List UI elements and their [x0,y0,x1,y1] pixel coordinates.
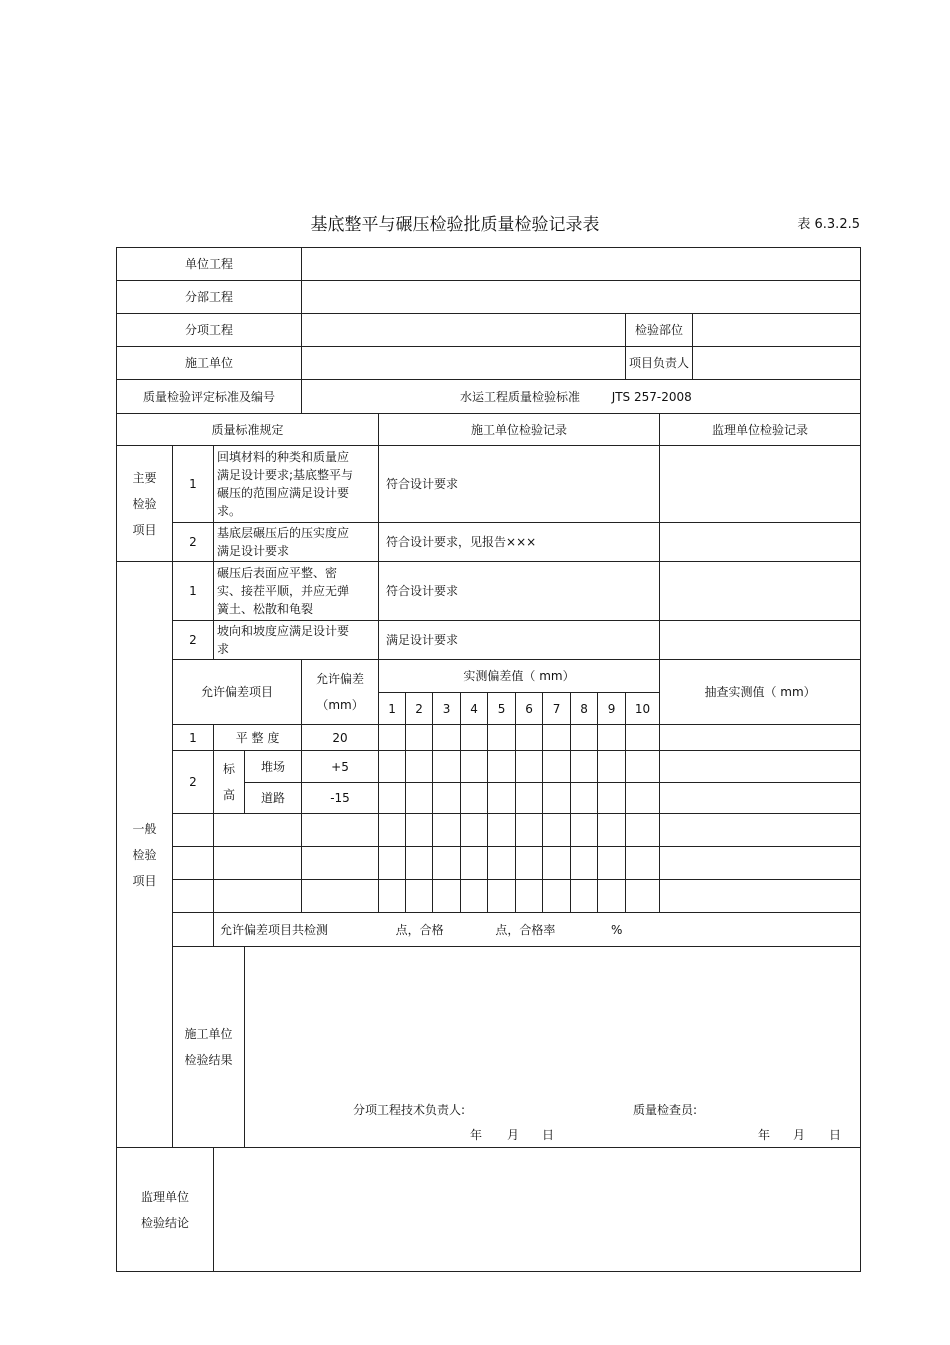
measure-cell[interactable] [516,880,543,913]
measure-cell[interactable] [543,814,571,847]
measure-cell[interactable] [598,783,626,814]
measure-cell[interactable] [543,880,571,913]
supervision-conclusion-label [117,1148,214,1272]
measure-cell[interactable] [598,814,626,847]
standard-name: 水运工程质量检验标准 [460,389,581,404]
main-items-label: 主要 检验 项目 [117,446,173,562]
measure-cell[interactable] [516,725,543,751]
measure-cell[interactable] [488,847,516,880]
main-item-record[interactable]: 符合设计要求，见报告××× [379,523,660,562]
sample-cell[interactable] [660,783,861,814]
deviation-summary [214,913,861,947]
empty-allow-cell[interactable] [302,814,379,847]
item-project-value[interactable] [302,314,626,347]
unit-project-label: 单位工程 [117,248,302,281]
empty-item-cell[interactable] [214,880,302,913]
inspect-part-label: 检验部位 [626,314,693,347]
measured-deviation-header: 实测偏差值（ mm） [379,660,660,693]
measure-cell[interactable] [406,847,433,880]
supervision-conclusion-label-2: 检验结论 [140,1215,189,1230]
standard-label: 质量检验评定标准及编号 [117,380,302,414]
measure-cell[interactable] [379,725,406,751]
measure-cell[interactable] [626,880,660,913]
page-title: 基底整平与碾压检验批质量检验记录表 [310,215,600,235]
elevation-no: 2 [173,751,214,814]
sample-cell[interactable] [660,880,861,913]
measure-cell[interactable] [379,751,406,783]
general-items-label: 一般 检验 项目 [117,562,173,1148]
item-project-label: 分项工程 [117,314,302,347]
construction-result-area[interactable] [245,947,861,1148]
measure-cell[interactable] [379,783,406,814]
empty-no-cell[interactable] [173,880,214,913]
empty-allow-cell[interactable] [302,880,379,913]
measure-cell[interactable] [571,725,598,751]
measure-cell[interactable] [488,751,516,783]
road-label: 道路 [245,783,302,814]
measure-cell[interactable] [406,751,433,783]
measure-cell[interactable] [516,814,543,847]
main-item-no: 2 [173,523,214,562]
measure-cell[interactable] [461,880,488,913]
measure-cell[interactable] [433,725,461,751]
measure-col-7: 7 [543,693,571,725]
measure-cell[interactable] [543,847,571,880]
measure-cell[interactable] [433,847,461,880]
measure-cell[interactable] [543,725,571,751]
measure-cell[interactable] [571,847,598,880]
measure-col-1: 1 [379,693,406,725]
general-item-record[interactable]: 满足设计要求 [379,621,660,660]
road-value: -15 [302,783,379,814]
supervision-conclusion-area[interactable] [214,1148,861,1272]
main-item-record[interactable]: 符合设计要求 [379,446,660,523]
date-day-1: 日 [542,1128,555,1142]
date-month-1: 月 [507,1128,520,1142]
quality-std-header: 质量标准规定 [117,414,379,446]
measure-cell[interactable] [461,725,488,751]
measure-cell[interactable] [516,847,543,880]
supervision-conclusion-label-1: 监理单位 [140,1189,189,1204]
general-item-text: 碾压后表面应平整、密实、接茬平顺，并应无弹簧土、松散和龟裂 [214,562,379,621]
sub-project-label: 分部工程 [117,281,302,314]
main-item-supervision[interactable] [660,523,861,562]
allow-deviation-title: 允许偏差 [316,672,365,686]
measure-cell[interactable] [433,880,461,913]
main-item-supervision[interactable] [660,446,861,523]
summary-text-2: 点，合格 [395,922,444,937]
sample-cell[interactable] [660,847,861,880]
deviation-item-header: 允许偏差项目 [173,660,302,725]
supervision-record-header: 监理单位检验记录 [660,414,861,446]
flatness-value: 20 [302,725,379,751]
empty-no-cell[interactable] [173,847,214,880]
project-leader-value[interactable] [693,347,861,380]
measure-cell[interactable] [379,814,406,847]
date-day-2: 日 [829,1128,842,1142]
measure-col-5: 5 [488,693,516,725]
allow-deviation-unit: （mm） [316,698,364,712]
allow-deviation-header [302,660,379,725]
measure-cell[interactable] [488,783,516,814]
general-item-text: 坡向和坡度应满足设计要求 [214,621,379,660]
main-item-text: 基底层碾压后的压实度应满足设计要求 [214,523,379,562]
measure-cell[interactable] [461,847,488,880]
measure-cell[interactable] [433,814,461,847]
constructor-value[interactable] [302,347,626,380]
yard-label: 堆场 [245,751,302,783]
measure-cell[interactable] [598,725,626,751]
measure-col-3: 3 [433,693,461,725]
measure-cell[interactable] [488,725,516,751]
measure-cell[interactable] [626,751,660,783]
measure-cell[interactable] [461,783,488,814]
measure-cell[interactable] [488,814,516,847]
measure-cell[interactable] [543,783,571,814]
general-item-no: 1 [173,562,214,621]
empty-item-cell[interactable] [214,847,302,880]
measure-col-8: 8 [571,693,598,725]
inspection-form-table [116,247,861,1272]
flatness-label: 平 整 度 [214,725,302,751]
measure-cell[interactable] [571,783,598,814]
construction-result-label [173,947,245,1148]
measure-col-6: 6 [516,693,543,725]
summary-blank-cell [173,913,214,947]
construction-result-label-2: 检验结果 [184,1053,233,1067]
measure-cell[interactable] [488,880,516,913]
measure-cell[interactable] [406,814,433,847]
flatness-no: 1 [173,725,214,751]
measure-col-9: 9 [598,693,626,725]
measure-cell[interactable] [571,880,598,913]
construction-result-label-1: 施工单位 [184,1027,233,1041]
yard-value: +5 [302,751,379,783]
measure-col-2: 2 [406,693,433,725]
measure-cell[interactable] [598,847,626,880]
summary-text-1: 允许偏差项目共检测 [220,922,329,937]
measure-cell[interactable] [461,751,488,783]
measure-cell[interactable] [433,783,461,814]
measure-cell[interactable] [379,880,406,913]
project-leader-label: 项目负责人 [626,347,693,380]
general-item-record[interactable]: 符合设计要求 [379,562,660,621]
measure-cell[interactable] [571,751,598,783]
measure-cell[interactable] [433,751,461,783]
standard-value [302,380,861,414]
measure-cell[interactable] [543,751,571,783]
standard-code: JTS 257-2008 [611,389,692,404]
elevation-label [214,751,245,814]
inspect-part-value[interactable] [693,314,861,347]
measure-cell[interactable] [626,814,660,847]
measure-col-10: 10 [626,693,660,725]
measure-cell[interactable] [406,783,433,814]
empty-allow-cell[interactable] [302,847,379,880]
measure-cell[interactable] [626,725,660,751]
measure-cell[interactable] [406,725,433,751]
constructor-label: 施工单位 [117,347,302,380]
summary-text-4: % [611,922,623,937]
elevation-label-2: 高 [222,788,235,802]
sample-cell[interactable] [660,725,861,751]
measure-cell[interactable] [598,751,626,783]
sample-value-header: 抽查实测值（ mm） [660,660,861,725]
general-item-supervision[interactable] [660,562,861,621]
date-year-2: 年 [758,1128,771,1142]
empty-item-cell[interactable] [214,814,302,847]
summary-text-3: 点，合格率 [495,922,556,937]
measure-cell[interactable] [598,880,626,913]
table-number: 表 6.3.2.5 [797,217,860,232]
tech-leader-label: 分项工程技术负责人: [353,1103,466,1117]
sub-project-value[interactable] [302,281,861,314]
main-item-no: 1 [173,446,214,523]
date-year-1: 年 [470,1128,483,1142]
measure-cell[interactable] [406,880,433,913]
measure-cell[interactable] [379,847,406,880]
construction-record-header: 施工单位检验记录 [379,414,660,446]
inspector-label: 质量检查员: [633,1103,698,1117]
date-month-2: 月 [793,1128,806,1142]
sample-cell[interactable] [660,751,861,783]
measure-cell[interactable] [626,847,660,880]
measure-cell[interactable] [516,783,543,814]
main-item-text: 回填材料的种类和质量应满足设计要求;基底整平与碾压的范围应满足设计要求。 [214,446,379,523]
measure-cell[interactable] [516,751,543,783]
measure-col-4: 4 [461,693,488,725]
sample-cell[interactable] [660,814,861,847]
measure-cell[interactable] [571,814,598,847]
general-item-no: 2 [173,621,214,660]
general-item-supervision[interactable] [660,621,861,660]
measure-cell[interactable] [626,783,660,814]
empty-no-cell[interactable] [173,814,214,847]
elevation-label-1: 标 [222,762,235,776]
unit-project-value[interactable] [302,248,861,281]
measure-cell[interactable] [461,814,488,847]
